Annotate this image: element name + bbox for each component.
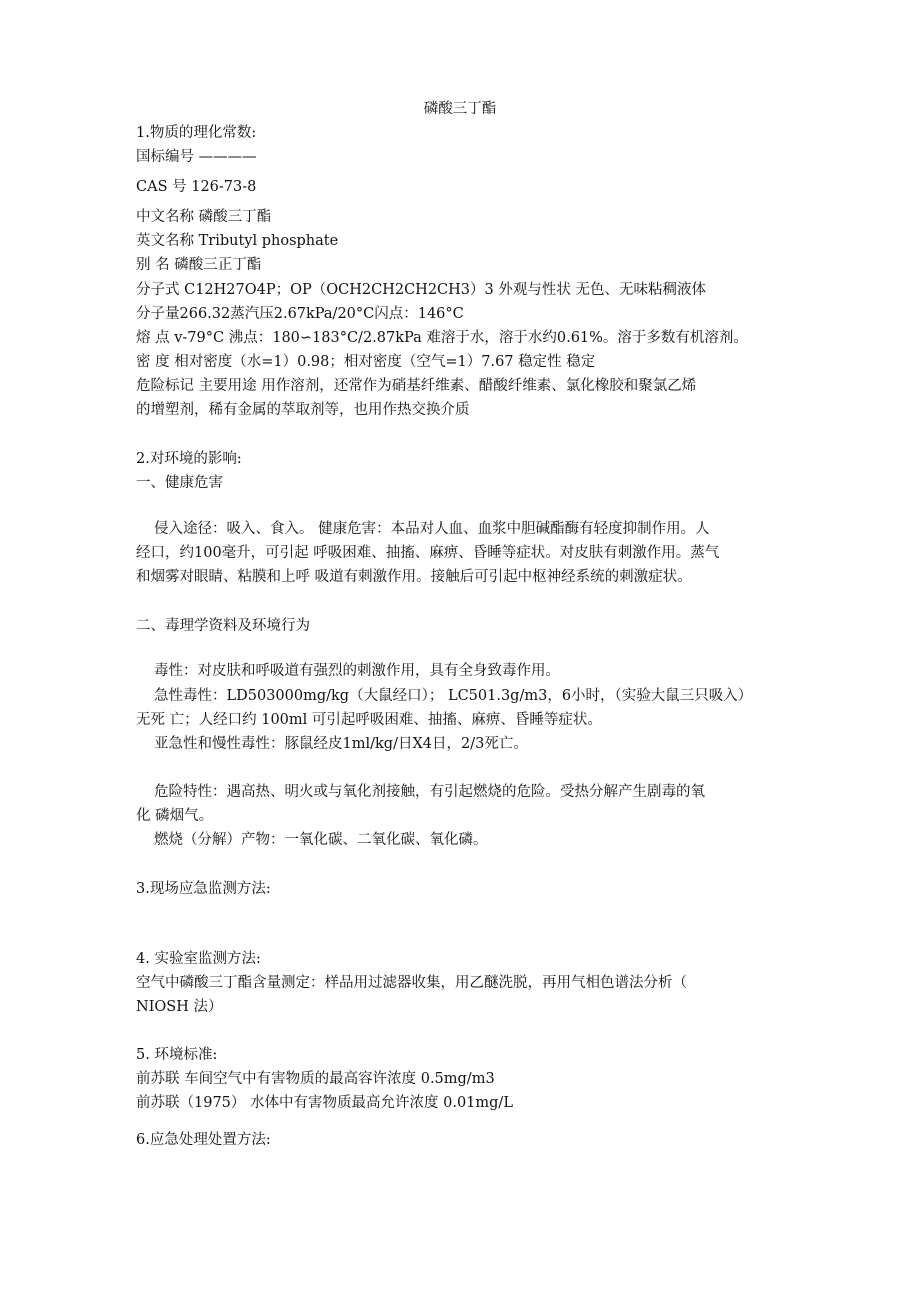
section-5-heading: 5. 环境标准: xyxy=(136,1047,218,1063)
english-name-line: 英文名称 Tributyl phosphate xyxy=(136,233,339,249)
density-line: 密 度 相对密度（水=1）0.98；相对密度（空气=1）7.67 稳定性 稳定 xyxy=(136,354,596,370)
standard-air-line: 前苏联 车间空气中有害物质的最高容许浓度 0.5mg/m3 xyxy=(136,1071,495,1087)
section-2-heading: 2.对环境的影响: xyxy=(136,451,242,467)
acute-toxicity-line-cont: 无死 亡；人经口约 100ml 可引起呼吸困难、抽搐、麻痹、昏睡等症状。 xyxy=(136,712,602,728)
usage-line-cont: 的增塑剂，稀有金属的萃取剂等，也用作热交换介质 xyxy=(136,402,470,418)
lab-method-line: 空气中磷酸三丁酯含量测定：样品用过滤器收集，用乙醚洗脱，再用气相色谱法分析（ xyxy=(136,975,687,991)
combustion-products-line: 燃烧（分解）产物：一氧化碳、二氧化碳、氧化磷。 xyxy=(154,832,488,848)
standard-water-line: 前苏联（1975） 水体中有害物质最高允许浓度 0.01mg/L xyxy=(136,1095,513,1111)
section-1-heading: 1.物质的理化常数: xyxy=(136,125,257,141)
health-paragraph-line: 经口，约100毫升，可引起 呼吸困难、抽搐、麻痹、昏睡等症状。对皮肤有刺激作用。蒸气 xyxy=(136,545,720,561)
health-hazard-subheading: 一、健康危害 xyxy=(136,475,223,491)
hazard-property-line: 危险特性：遇高热、明火或与氧化剂接触，有引起燃烧的危险。受热分解产生剧毒的氧 xyxy=(154,784,705,800)
toxicity-line: 毒性：对皮肤和呼吸道有强烈的刺激作用，具有全身致毒作用。 xyxy=(154,663,560,679)
chronic-toxicity-line: 亚急性和慢性毒性：豚鼠经皮1ml/kg/日X4日，2/3死亡。 xyxy=(154,736,528,752)
section-4-heading: 4. 实验室监测方法: xyxy=(136,951,261,967)
section-6-heading: 6.应急处理处置方法: xyxy=(136,1132,271,1148)
chinese-name-line: 中文名称 磷酸三丁酯 xyxy=(136,209,272,225)
acute-toxicity-line: 急性毒性：LD503000mg/kg（大鼠经口）； LC501.3g/m3，6小时，（实验大鼠三只吸入） xyxy=(154,688,753,704)
usage-line: 危险标记 主要用途 用作溶剂，还常作为硝基纤维素、醋酸纤维素、氯化橡胶和聚氯乙烯 xyxy=(136,378,697,394)
document-title: 磷酸三丁酯 xyxy=(423,101,497,117)
section-3-heading: 3.现场应急监测方法: xyxy=(136,881,271,897)
health-paragraph-line: 和烟雾对眼睛、粘膜和上呼 吸道有刺激作用。接触后可引起中枢神经系统的刺激症状。 xyxy=(136,569,692,585)
health-paragraph-line: 侵入途径：吸入、食入。 健康危害：本品对人血、血浆中胆碱酯酶有轻度抑制作用。人 xyxy=(154,521,710,537)
gb-number-line: 国标编号 ———— xyxy=(136,149,257,165)
molecular-weight-line: 分子量266.32蒸汽压2.67kPa/20°C闪点：146°C xyxy=(136,306,464,322)
formula-line: 分子式 C12H27O4P；OP（OCH2CH2CH2CH3）3 外观与性状 无色、无味粘稠液体 xyxy=(136,282,706,298)
melting-point-line: 熔 点 v-79°C 沸点：180∽183°C/2.87kPa 难溶于水，溶于水约0.61%。溶于多数有机溶剂。 xyxy=(136,330,748,346)
toxicology-subheading: 二、毒理学资料及环境行为 xyxy=(136,618,310,634)
cas-line: CAS 号 126-73-8 xyxy=(136,179,257,195)
lab-method-line-cont: NIOSH 法） xyxy=(136,999,223,1015)
hazard-property-line-cont: 化 磷烟气。 xyxy=(136,808,214,824)
alias-line: 别 名 磷酸三正丁酯 xyxy=(136,257,262,273)
